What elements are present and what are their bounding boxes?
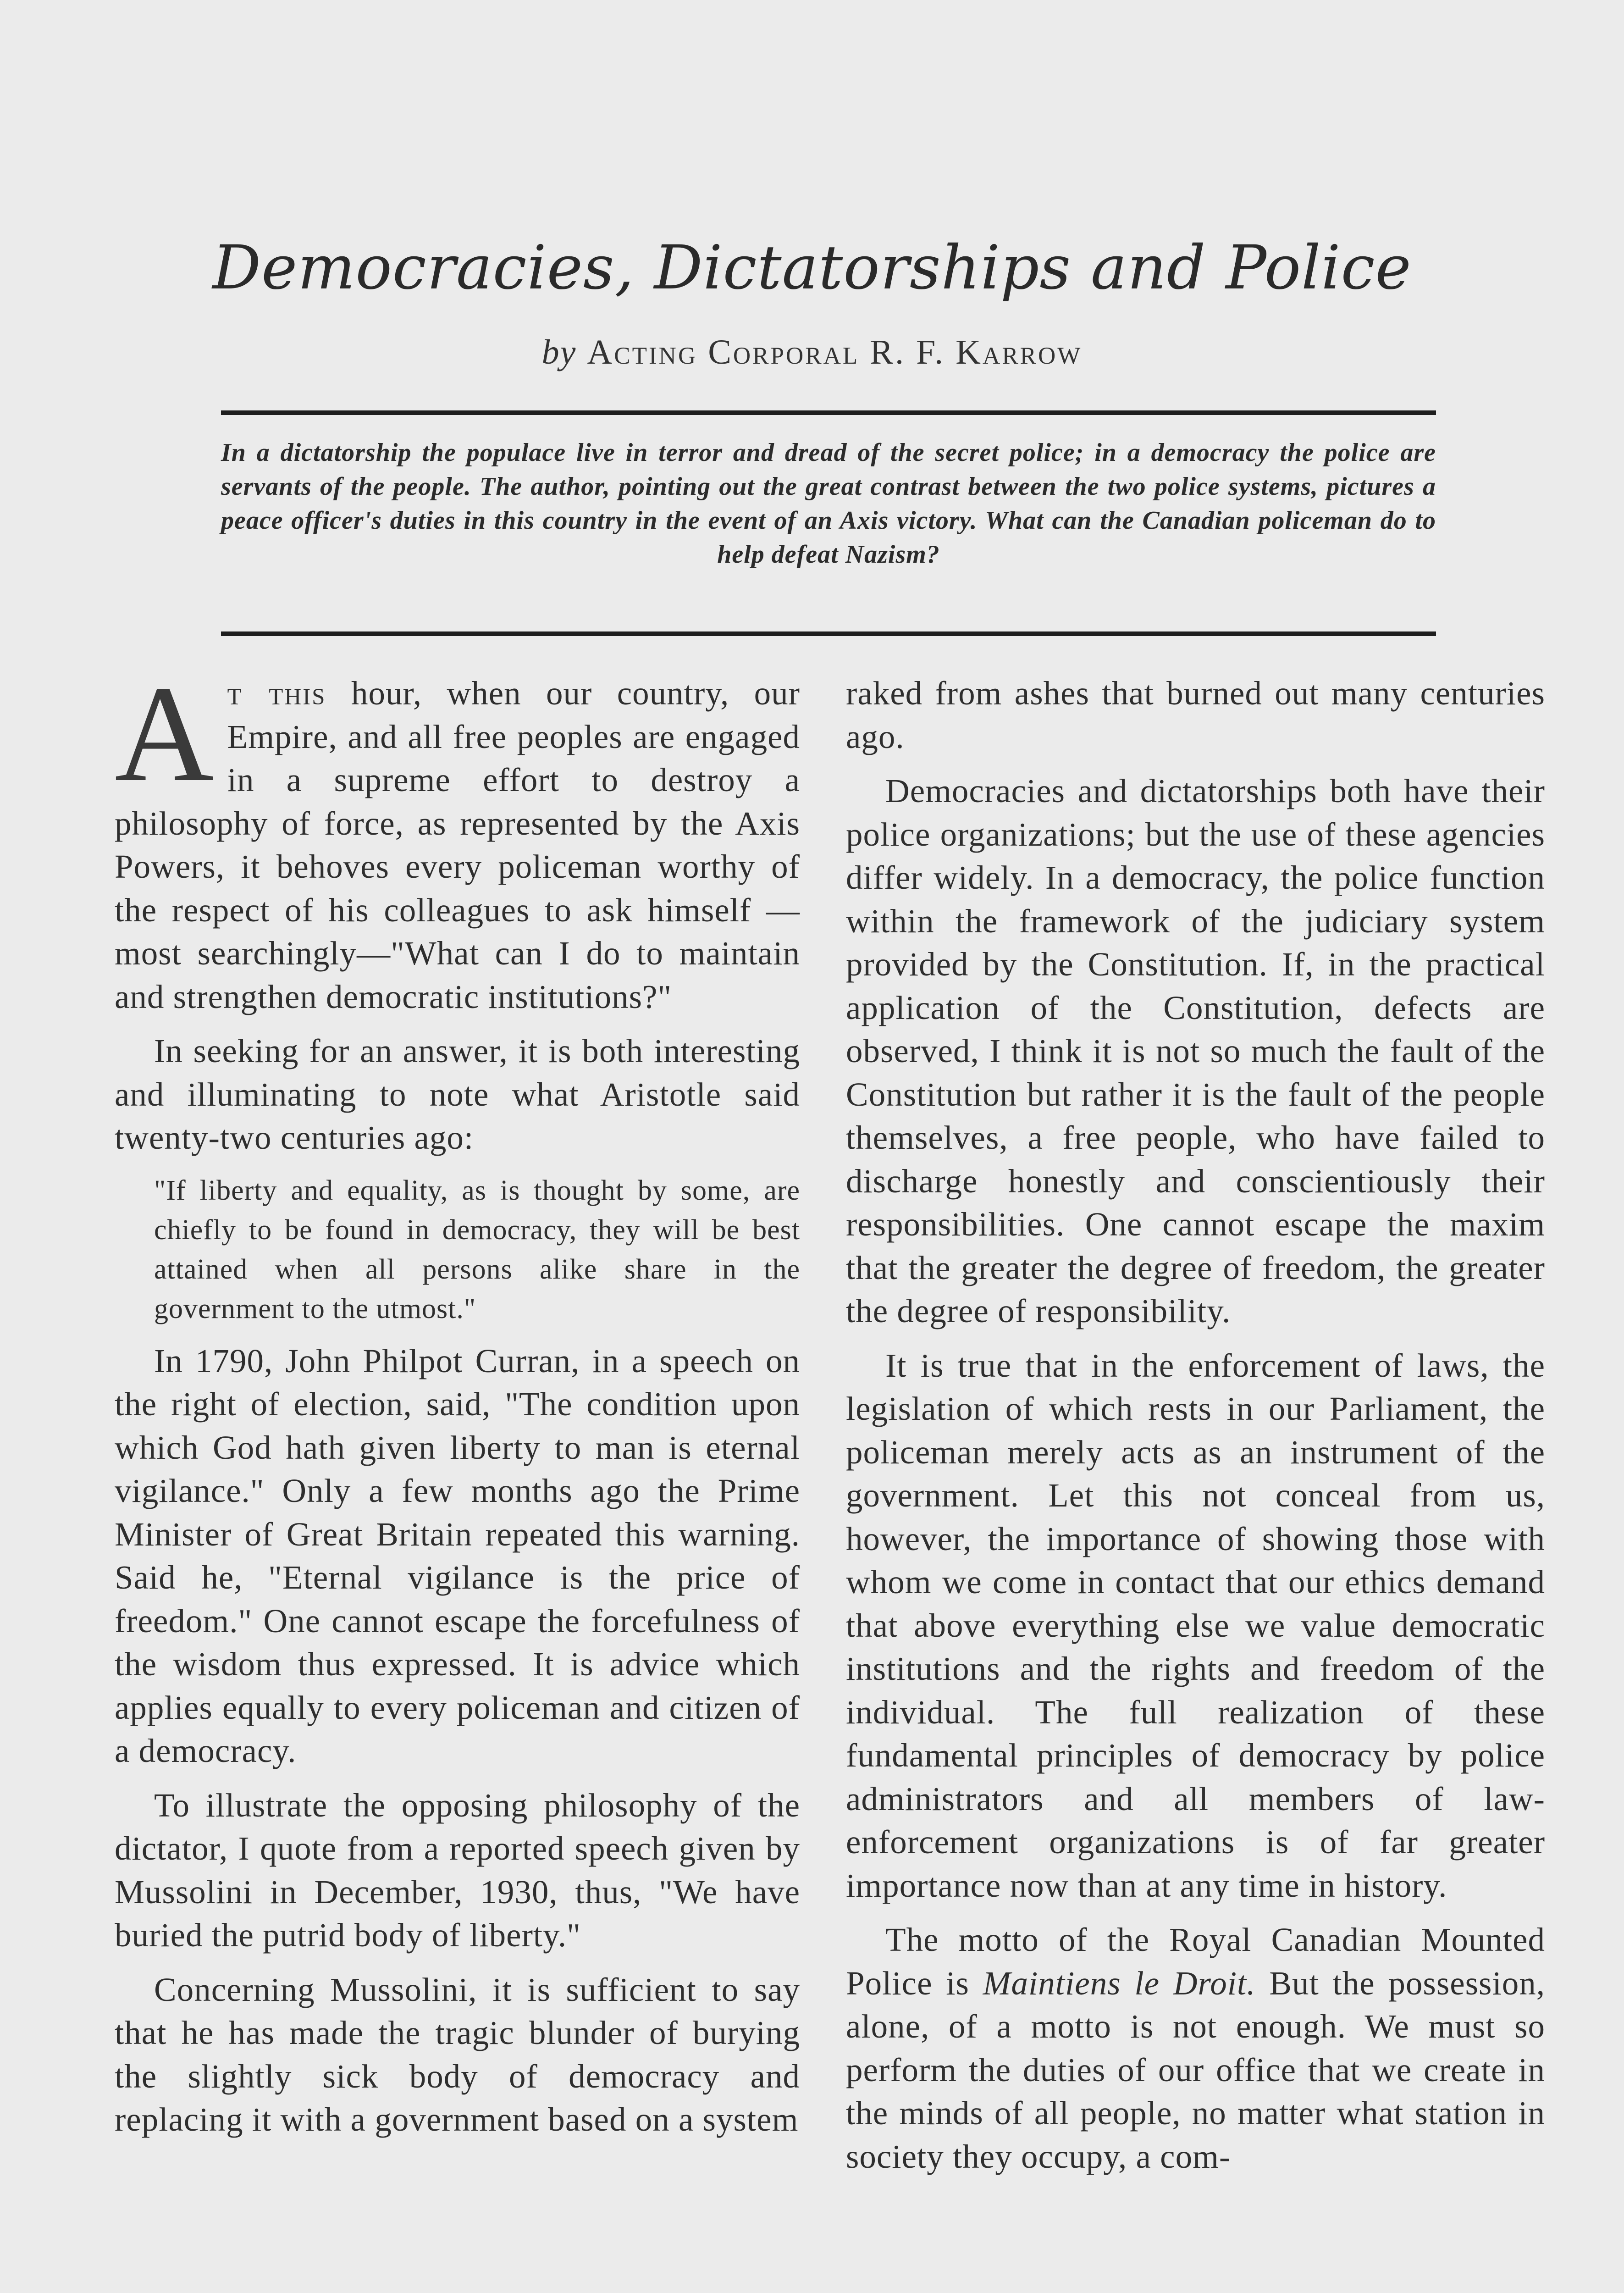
paragraph: In seeking for an answer, it is both interesting and illuminating to note what Aristotle said twenty-two centuries ago: [115,1032,800,1156]
motto: Maintiens le Droit. [983,1964,1256,2002]
article-intro: In a dictatorship the populace live in terror and dread of the secret police; in a democracy the police are servants of the people. The author, pointing out the great contrast between the two police systems, pictures a peace officer's duties in this country in the event of an Axis victory. What can the Canadian policeman do to help defeat Nazism? [221,438,1436,569]
motto-text-start: The motto of the Royal Canadian Mounted Police is [846,1921,1545,2002]
intro-top-rule [221,410,1436,415]
byline-author: Acting Corporal R. F. Karrow [587,333,1083,371]
byline-prefix: by [541,333,577,371]
paragraph-continued: raked from ashes that burned out many centuries ago. [846,675,1545,755]
opening-small-caps: t this [227,675,326,712]
paragraph: In 1790, John Philpot Curran, in a speech on the right of election, said, "The condition upon which God hath given liberty to man is eternal vigilance." Only a few months ago the Prime Minister of Great Britain repeated this warning. Said he, "Eternal vigilance is the price of freedom." One cannot escape the forcefulness of the wisdom thus expressed. It is advice which applies equally to every policeman and citizen of a democracy. [115,1342,800,1769]
paragraph: To illustrate the opposing philosophy of the dictator, I quote from a reported speech given by Mussolini in December, 1930, thus, "We have buried the putrid body of liberty." [115,1786,800,1954]
drop-cap: A [115,658,215,810]
block-quote: "If liberty and equality, as is thought by some, are chiefly to be found in democracy, they will be best attained when all persons alike share in the government to the utmost." [154,1174,800,1324]
right-column [846,672,1545,2189]
motto-text-end: But the possession, alone, of a motto is not enough. We must so perform the duties of our office that we create in the minds of all people, no matter what station in society they occupy, a com- [846,1964,1545,2175]
opening-text: hour, when our country, our Empire, and all free peoples are engaged in a supreme effort to destroy a philosophy of force, as represented by the Axis Powers, it behoves every policeman worthy of the respect of his colleagues to ask himself —most searchingly—"What can I do to maintain and strengthen democratic institutions?" [115,675,800,1015]
article-title: Democracies, Dictatorships and Police [212,233,1412,303]
paragraph: It is true that in the enforcement of laws, the legislation of which rests in our Parliament, the policeman merely acts as an instrument of the government. Let this not conceal from us, however, the importance of showing those with whom we come in contact that our ethics demand that above everything else we value democratic institutions and the rights and freedom of the individual. The full realization of these fundamental principles of democracy by police administrators and all members of law-enforcement organizations is of far greater importance now than at any time in history. [846,1346,1545,1904]
paragraph: Concerning Mussolini, it is sufficient to say that he has made the tragic blunder of burying the slightly sick body of democracy and replacing it with a government based on a system [115,1971,800,2138]
intro-bottom-rule [221,631,1436,636]
paragraph-opening [115,658,800,1019]
paragraph-motto [846,1918,1545,2178]
paragraph: Democracies and dictatorships both have their police organizations; but the use of these agencies differ widely. In a democracy, the police function within the framework of the judiciary system provided by the Constitution. If, in the practical application of the Constitution, defects are observed, I think it is not so much the fault of the Constitution but rather it is the fault of the people themselves, a free people, who have failed to discharge honestly and conscientiously their responsibilities. One cannot escape the maxim that the greater the degree of freedom, the greater the degree of responsibility. [846,772,1545,1329]
article-byline [0,332,1624,372]
left-column [115,658,800,2153]
